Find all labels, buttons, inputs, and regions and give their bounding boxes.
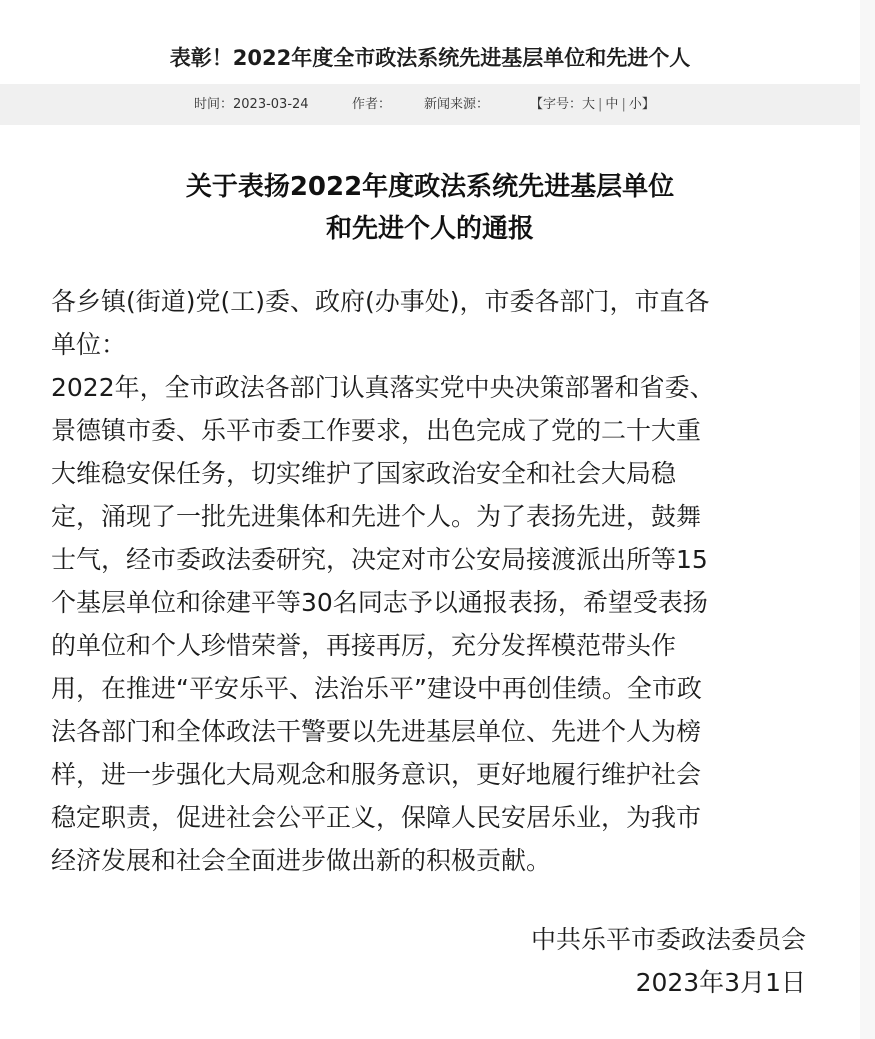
page-title: 表彰！2022年度全市政法系统先进基层单位和先进个人 <box>169 46 691 71</box>
document-body <box>51 280 811 882</box>
body-text-line: 定，涌现了一批先进集体和先进个人。为了表扬先进，鼓舞 <box>51 502 702 531</box>
body-text-line: 个基层单位和徐建平等30名同志予以通报表扬，希望受表扬 <box>51 588 708 617</box>
body-text-line: 2022年，全市政法各部门认真落实党中央决策部署和省委、 <box>51 373 715 402</box>
body-text-line: 经济发展和社会全面进步做出新的积极贡献。 <box>51 846 552 875</box>
publish-time: 时间：2023-03-24 <box>194 97 309 112</box>
right-scroll-gutter[interactable] <box>860 0 875 1039</box>
signature-organization: 中共乐平市委政法委员会 <box>530 925 806 954</box>
news-source-label: 新闻来源： <box>424 97 490 112</box>
body-text-line: 法各部门和全体政法干警要以先进基层单位、先进个人为榜 <box>51 717 702 746</box>
document-heading-line: 关于表扬2022年度政法系统先进基层单位 <box>185 172 675 202</box>
font-size-large-link[interactable]: 大 <box>582 97 596 112</box>
font-size-separator: | <box>598 97 603 112</box>
body-text-line: 单位： <box>51 330 127 359</box>
document-signature <box>0 918 806 1004</box>
body-text-line: 大维稳安保任务，切实维护了国家政治安全和社会大局稳 <box>51 459 677 488</box>
article-meta-bar <box>0 84 860 125</box>
font-size-label-close: 】 <box>641 97 655 112</box>
font-size-control <box>530 96 655 114</box>
body-text-line: 的单位和个人珍惜荣誉，再接再厉，充分发挥模范带头作 <box>51 631 677 660</box>
body-text-line: 样，进一步强化大局观念和服务意识，更好地履行维护社会 <box>51 760 702 789</box>
font-size-label-open: 【字号： <box>530 97 583 112</box>
body-text-line: 稳定职责，促进社会公平正义，保障人民安居乐业，为我市 <box>51 803 702 832</box>
font-size-medium-link[interactable]: 中 <box>605 97 619 112</box>
document-heading-line: 和先进个人的通报 <box>325 214 534 244</box>
font-size-small-link[interactable]: 小 <box>628 97 642 112</box>
body-text-line: 景德镇市委、乐平市委工作要求，出色完成了党的二十大重 <box>51 416 702 445</box>
signature-date: 2023年3月1日 <box>635 968 806 997</box>
body-text-line: 士气，经市委政法委研究，决定对市公安局接渡派出所等15 <box>51 545 708 574</box>
font-size-separator: | <box>621 97 626 112</box>
body-text-line: 各乡镇(街道)党(工)委、政府(办事处)，市委各部门，市直各 <box>51 287 710 316</box>
body-text-line: 用，在推进“平安乐平、法治乐平”建设中再创佳绩。全市政 <box>51 674 702 703</box>
author-label: 作者： <box>352 97 392 112</box>
document-heading <box>0 166 860 250</box>
